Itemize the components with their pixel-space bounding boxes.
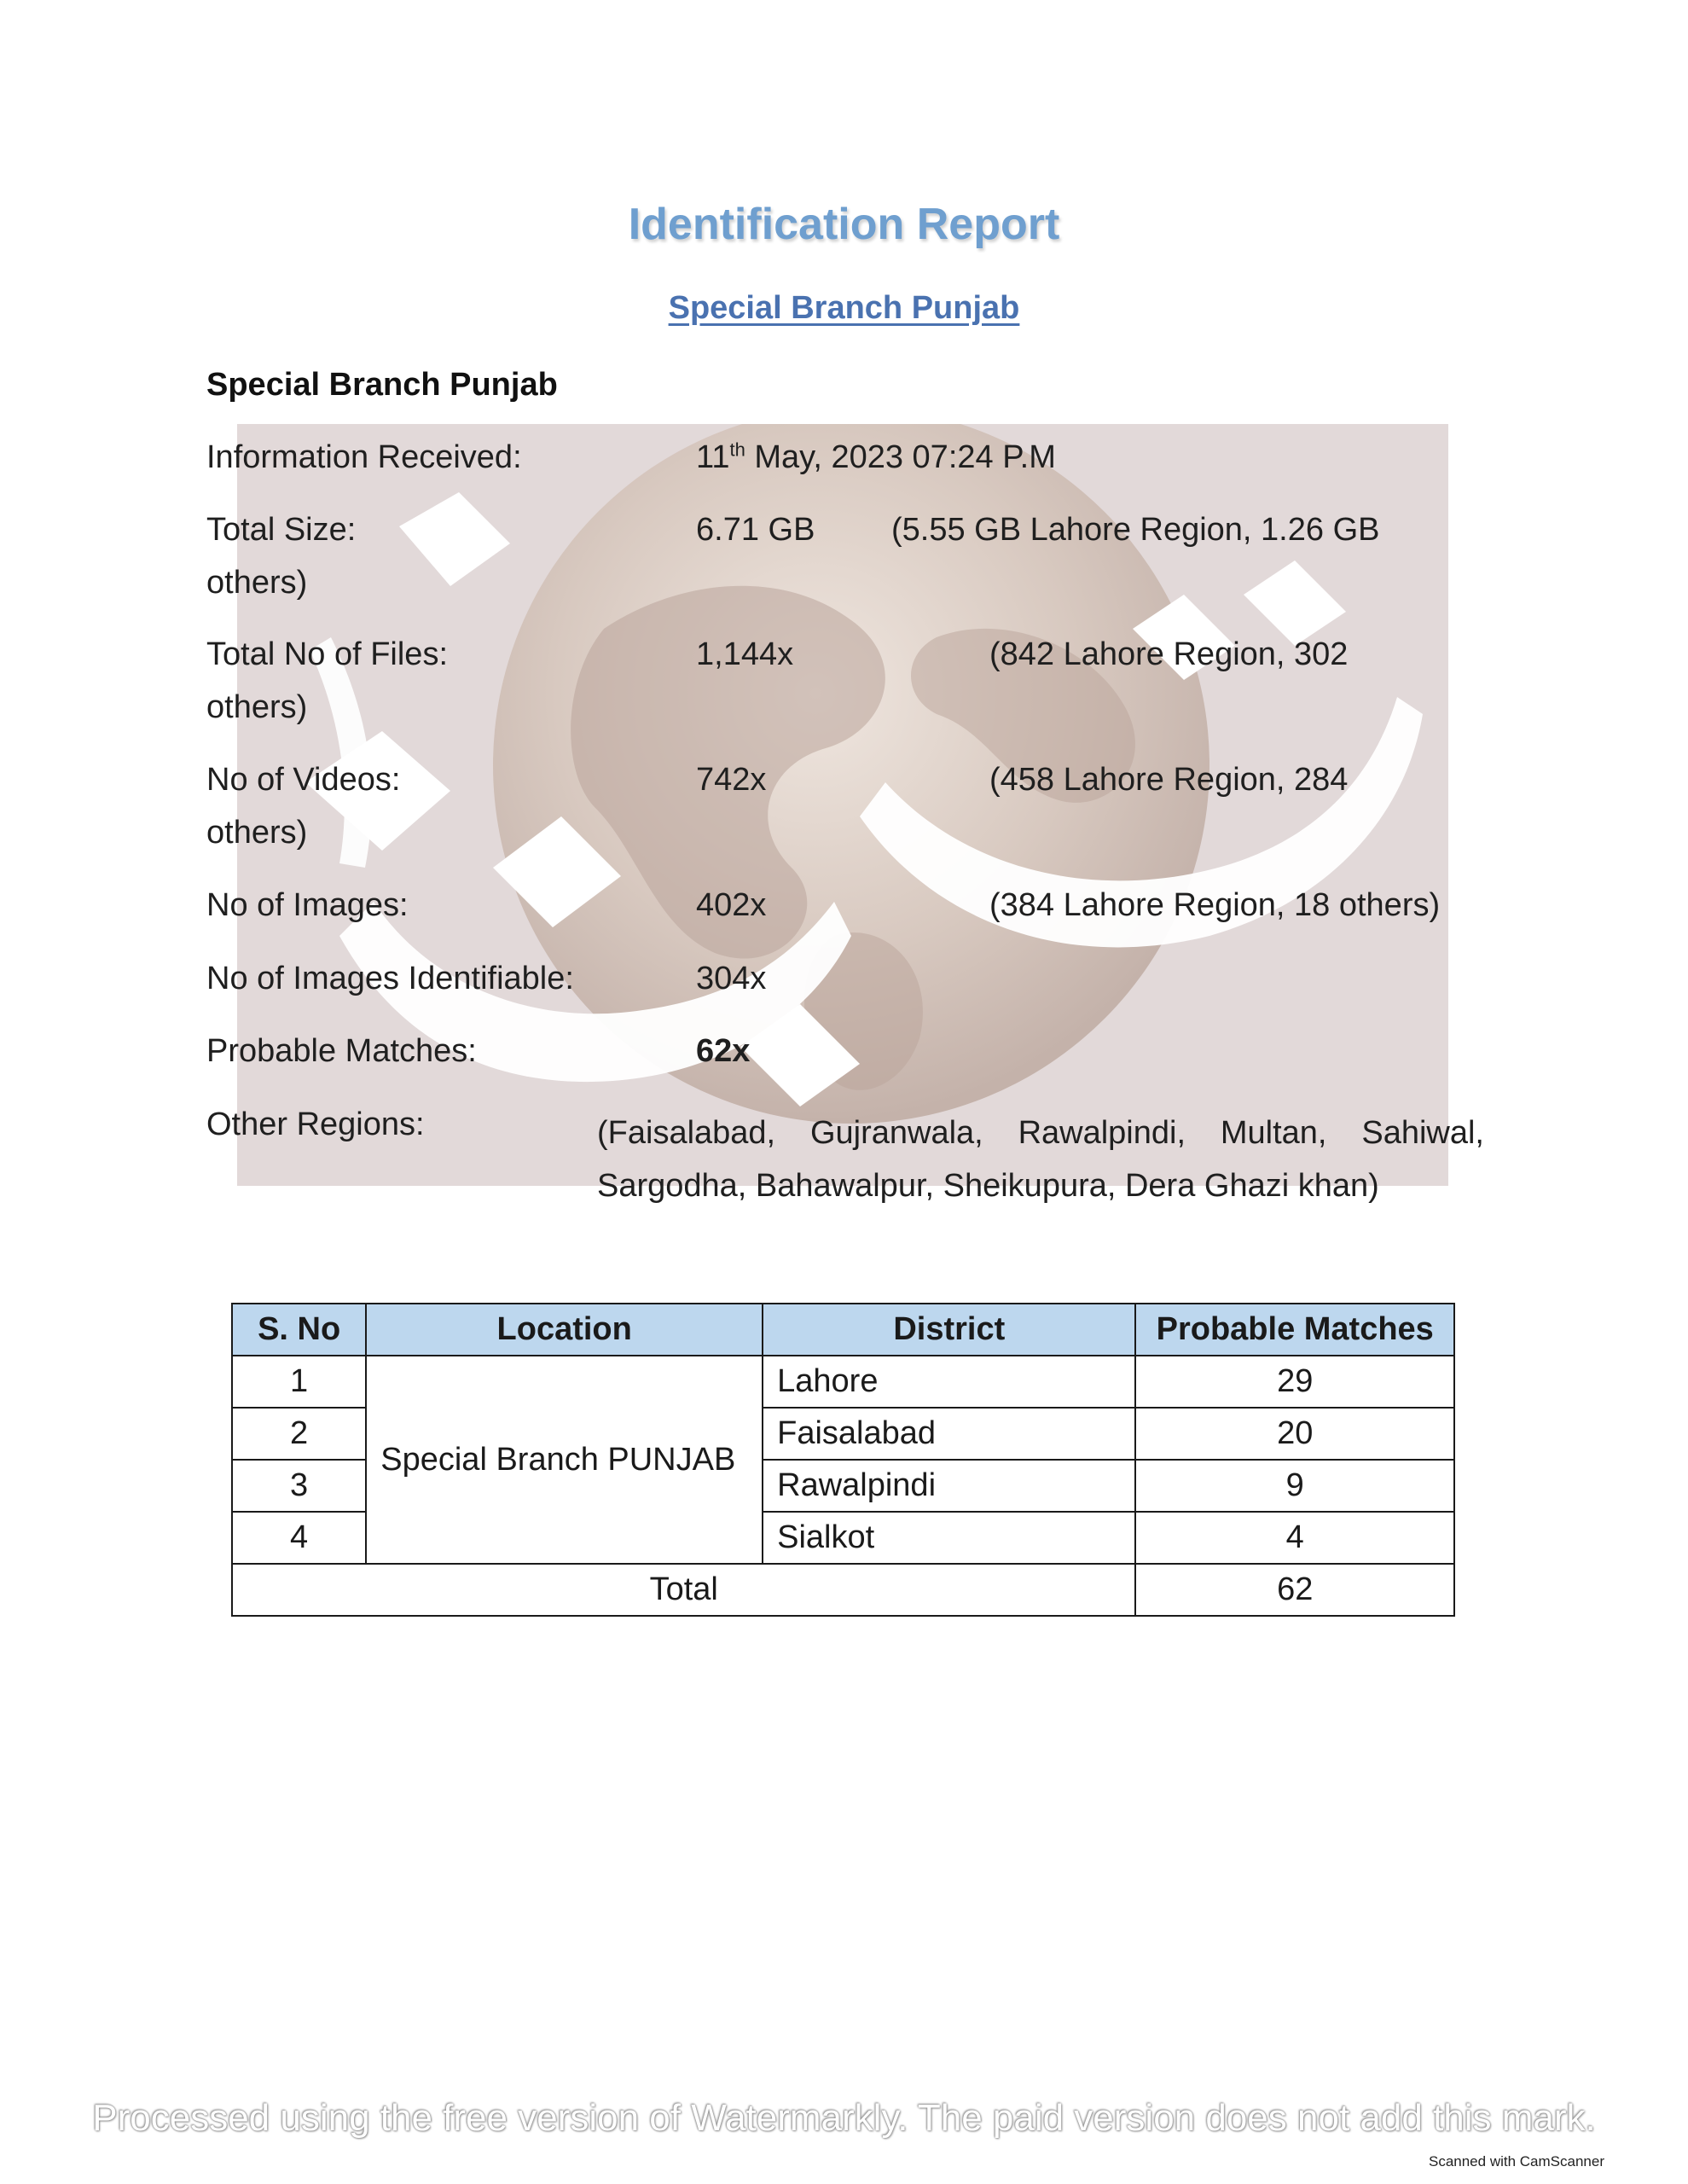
header-probable-matches: Probable Matches — [1135, 1304, 1454, 1356]
cell-location: Special Branch PUNJAB — [366, 1356, 763, 1564]
info-received-value: 11th May, 2023 07:24 P.M — [696, 439, 1056, 475]
images-note: (384 Lahore Region, 18 others) — [989, 887, 1441, 923]
total-size-note: (5.55 GB Lahore Region, 1.26 GB — [891, 512, 1380, 548]
cell-matches: 9 — [1135, 1460, 1454, 1512]
cell-sno: 3 — [232, 1460, 366, 1512]
header-district: District — [763, 1304, 1135, 1356]
header-sno: S. No — [232, 1304, 366, 1356]
table-row — [232, 1356, 1454, 1408]
report-subtitle: Special Branch Punjab — [668, 290, 1020, 326]
total-size-note-cont: others) — [206, 565, 308, 601]
cell-sno: 2 — [232, 1408, 366, 1460]
info-received-label: Information Received: — [206, 439, 522, 475]
cell-district: Faisalabad — [763, 1408, 1135, 1460]
matches-label: Probable Matches: — [206, 1033, 477, 1069]
total-files-note: (842 Lahore Region, 302 — [989, 636, 1349, 672]
cell-district: Lahore — [763, 1356, 1135, 1408]
watermarkly-footer-text: Processed using the free version of Watermarkly. The paid version does not add this mark. — [92, 2097, 1596, 2139]
total-files-note-cont: others) — [206, 689, 308, 725]
identifiable-value: 304x — [696, 961, 767, 996]
images-value: 402x — [696, 887, 767, 923]
total-files-label: Total No of Files: — [206, 636, 448, 672]
organization-heading: Special Branch Punjab — [206, 367, 558, 403]
region-item: (Faisalabad, — [597, 1115, 776, 1151]
other-regions-line-2: Sargodha, Bahawalpur, Sheikupura, Dera Ghazi khan) — [597, 1168, 1379, 1204]
cell-sno: 4 — [232, 1512, 366, 1564]
identifiable-label: No of Images Identifiable: — [206, 961, 574, 996]
header-location: Location — [366, 1304, 763, 1356]
total-value-cell: 62 — [1135, 1564, 1454, 1616]
other-regions-list — [597, 1107, 1484, 1212]
other-regions-line-1 — [597, 1107, 1484, 1159]
total-files-value: 1,144x — [696, 636, 794, 672]
total-size-label: Total Size: — [206, 512, 357, 548]
table-total-row — [232, 1564, 1454, 1616]
probable-matches-table — [231, 1303, 1455, 1617]
videos-note-cont: others) — [206, 815, 308, 851]
images-label: No of Images: — [206, 887, 409, 923]
region-item: Rawalpindi, — [1018, 1115, 1186, 1151]
cell-district: Rawalpindi — [763, 1460, 1135, 1512]
cell-sno: 1 — [232, 1356, 366, 1408]
total-size-value: 6.71 GB — [696, 512, 815, 548]
cell-matches: 20 — [1135, 1408, 1454, 1460]
camscanner-label: Scanned with CamScanner — [1428, 2153, 1604, 2169]
total-label-cell: Total — [232, 1564, 1135, 1616]
other-regions-label: Other Regions: — [206, 1107, 425, 1142]
region-item: Gujranwala, — [809, 1115, 983, 1151]
matches-value: 62x — [696, 1033, 751, 1069]
table-header-row — [232, 1304, 1454, 1356]
videos-label: No of Videos: — [206, 762, 401, 798]
cell-district: Sialkot — [763, 1512, 1135, 1564]
videos-value: 742x — [696, 762, 767, 798]
report-title: Identification Report — [628, 200, 1060, 249]
cell-matches: 4 — [1135, 1512, 1454, 1564]
cell-matches: 29 — [1135, 1356, 1454, 1408]
region-item: Multan, — [1220, 1115, 1327, 1151]
videos-note: (458 Lahore Region, 284 — [989, 762, 1349, 798]
region-item: Sahiwal, — [1361, 1115, 1484, 1151]
